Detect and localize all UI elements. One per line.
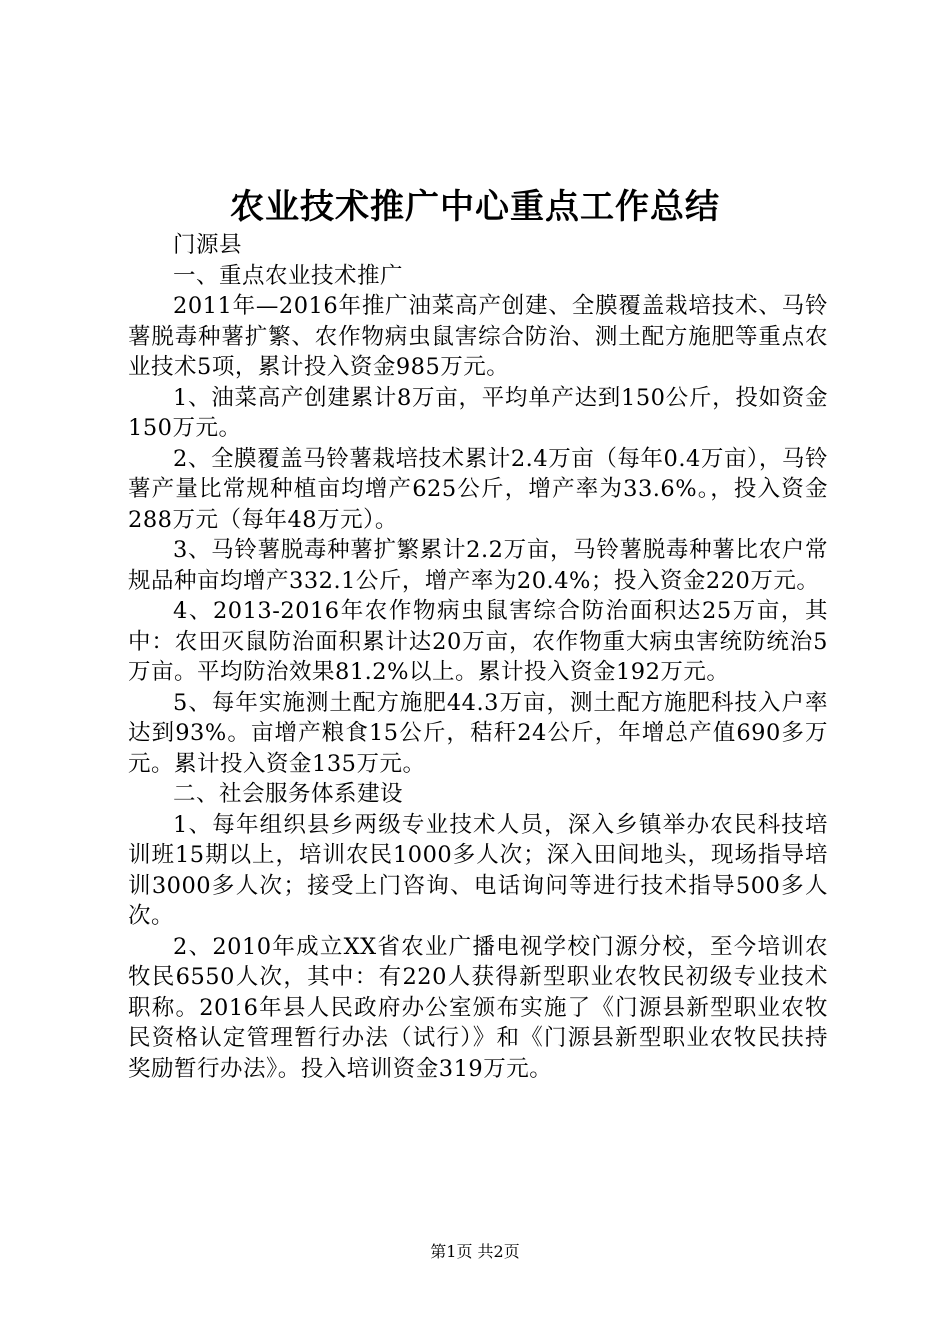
document-body [128, 230, 828, 1084]
paragraph-service-1: 1、每年组织县乡两级专业技术人员，深入乡镇举办农民科技培训班15期以上，培训农民1000多人次；深入田间地头，现场指导培训3000多人次；接受上门咨询、电话询问等进行技术指导500多人次。 [128, 811, 828, 929]
paragraph-item-4: 4、2013-2016年农作物病虫鼠害综合防治面积达25万亩，其中：农田灭鼠防治面积累计达20万亩，农作物重大病虫害统防统治5万亩。平均防治效果81.2%以上。累计投入资金192万元。 [128, 598, 828, 685]
paragraph-item-1: 1、油菜高产创建累计8万亩，平均单产达到150公斤，投如资金150万元。 [128, 384, 828, 441]
paragraph-item-2: 2、全膜覆盖马铃薯栽培技术累计2.4万亩（每年0.4万亩），马铃薯产量比常规种植亩均增产625公斤，增产率为33.6%。，投入资金288万元（每年48万元）。 [128, 445, 828, 533]
paragraph-service-2: 2、2010年成立XX省农业广播电视学校门源分校，至今培训农牧民6550人次，其中：有220人获得新型职业农牧民初级专业技术职称。2016年县人民政府办公室颁布实施了《门源县新型职业农牧民资格认定管理暂行办法（试行）》和《门源县新型职业农牧民扶持奖励暂行办法》。投入培训资金319万元。 [128, 933, 828, 1082]
section-heading-2: 二、社会服务体系建设 [173, 781, 404, 807]
section-heading-1: 一、重点农业技术推广 [173, 262, 404, 289]
page-footer: 第1页 共2页 [430, 1242, 520, 1261]
paragraph-intro: 2011年—2016年推广油菜高产创建、全膜覆盖栽培技术、马铃薯脱毒种薯扩繁、农作物病虫鼠害综合防治、测土配方施肥等重点农业技术5项，累计投入资金985万元。 [128, 293, 828, 380]
paragraph-item-5: 5、每年实施测土配方施肥44.3万亩，测土配方施肥科技入户率达到93%。亩增产粮食15公斤，秸秆24公斤，年增总产值690多万元。累计投入资金135万元。 [128, 689, 828, 777]
paragraph-item-3: 3、马铃薯脱毒种薯扩繁累计2.2万亩，马铃薯脱毒种薯比农户常规品种亩均增产332.1公斤，增产率为20.4%；投入资金220万元。 [128, 537, 828, 594]
county-line: 门源县 [173, 232, 243, 258]
document-title: 农业技术推广中心重点工作总结 [230, 187, 720, 227]
